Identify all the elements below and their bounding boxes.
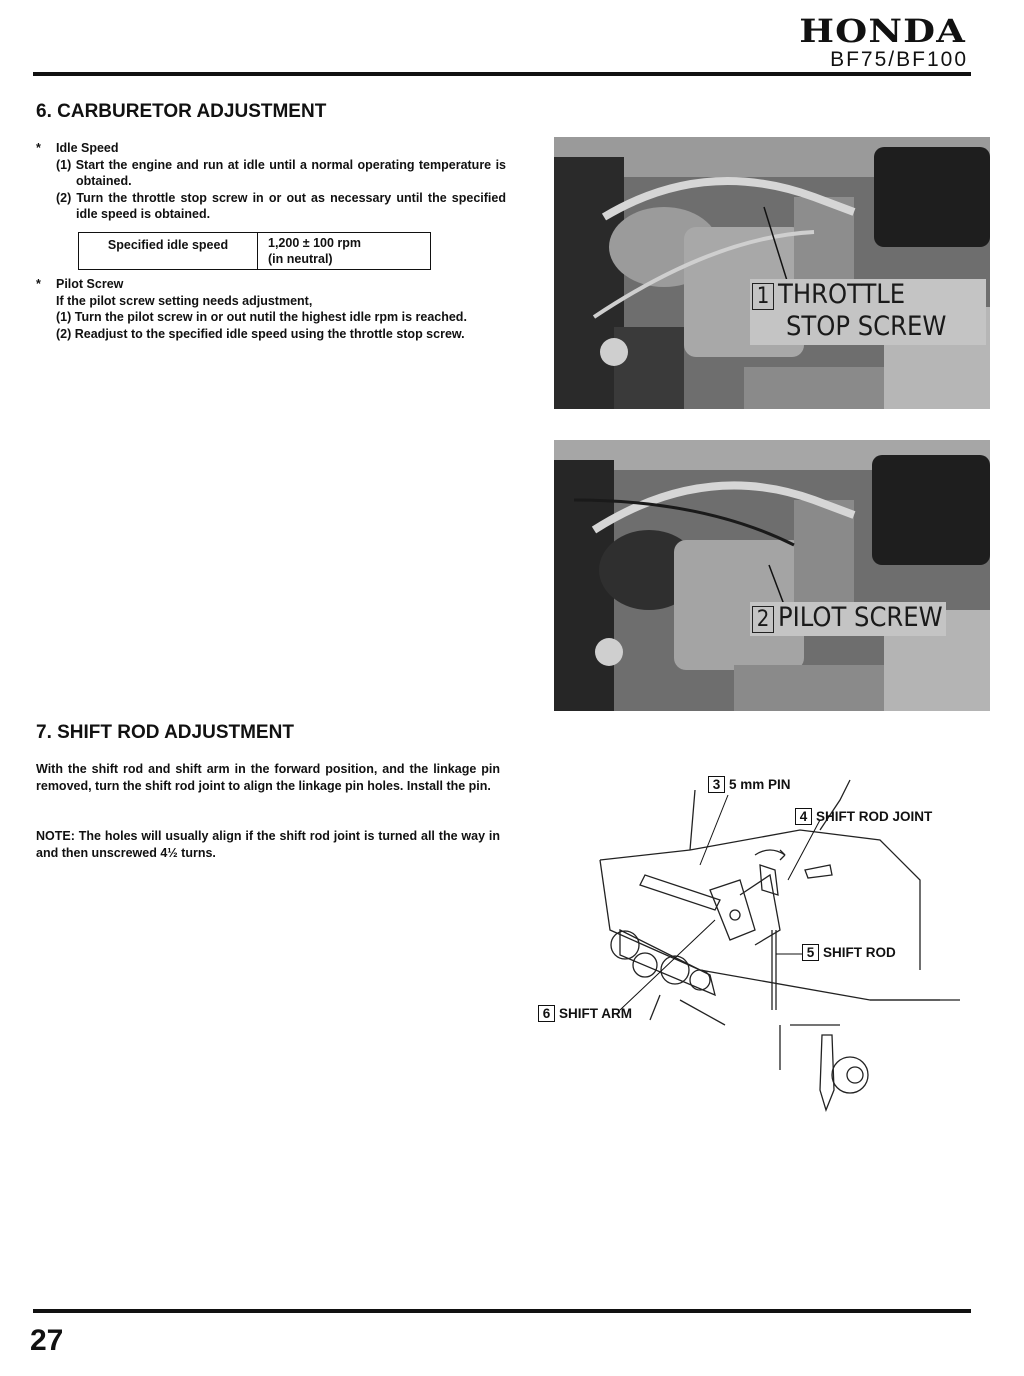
pilot-screw-intro: If the pilot screw setting needs adjustment, [56,293,313,308]
idle-speed-heading: * Idle Speed [36,140,506,157]
photo-2-callout [752,602,943,633]
brand-logo: HONDA [799,12,966,50]
callout-shift-arm [538,1005,632,1022]
callout-number-3: 3 [708,776,725,793]
idle-step-1: (1) Start the engine and run at idle until a normal operating temperature is obtained. [56,157,506,188]
spec-label: Specified idle speed [79,233,258,270]
pilot-screw-photo [554,440,990,711]
pilot-screw-heading: * Pilot Screw [36,276,506,293]
callout-shift-rod [802,944,896,961]
pilot-step-2: (2) Readjust to the specified idle speed using the throttle stop screw. [56,326,465,341]
model-name: BF75/BF100 [830,48,968,71]
spec-value [258,233,431,270]
section-6-title: 6. CARBURETOR ADJUSTMENT [36,101,327,122]
spec-value-line-1: 1,200 ± 100 rpm [268,236,362,250]
callout-label-shift-rod-joint: SHIFT ROD JOINT [816,809,933,824]
callout-label-shift-arm: SHIFT ARM [559,1006,632,1021]
photo-1-label-line-1: THROTTLE [778,279,906,310]
callout-label-5mm-pin: 5 mm PIN [729,777,791,792]
shift-rod-instructions: With the shift rod and shift arm in the forward position, and the linkage pin removed, turn the shift rod joint to align the linkage pin holes. Install the pin. [36,762,500,793]
photo-1-label-line-2: STOP SCREW [786,311,947,342]
section-7-title: 7. SHIFT ROD ADJUSTMENT [36,722,294,743]
spec-value-line-2: (in neutral) [268,252,333,266]
callout-number-2: 2 [752,606,774,633]
callout-number-5: 5 [802,944,819,961]
idle-speed-block [36,140,506,223]
callout-5mm-pin [708,776,791,793]
shift-rod-note: NOTE: The holes will usually align if the shift rod joint is turned all the way in and then unscrewed 4½ turns. [36,829,500,860]
photo-2-label: PILOT SCREW [778,602,943,633]
idle-step-2: (2) Turn the throttle stop screw in or out as necessary until the specified idle speed is obtained. [56,190,506,221]
callout-number-1: 1 [752,283,774,310]
callout-number-6: 6 [538,1005,555,1022]
throttle-stop-screw-photo [554,137,990,409]
pilot-screw-block [36,276,506,342]
callout-shift-rod-joint [795,808,932,825]
footer-rule [33,1309,971,1313]
photo-1-callout [752,279,905,310]
header-rule [33,72,971,76]
page-number: 27 [30,1324,64,1357]
callout-number-4: 4 [795,808,812,825]
callout-label-shift-rod: SHIFT ROD [823,945,896,960]
pilot-step-1: (1) Turn the pilot screw in or out nutil the highest idle rpm is reached. [56,310,467,324]
engine-photo-graphic-2 [554,440,990,711]
idle-speed-spec-table [78,232,431,270]
engine-photo-graphic [554,137,990,409]
